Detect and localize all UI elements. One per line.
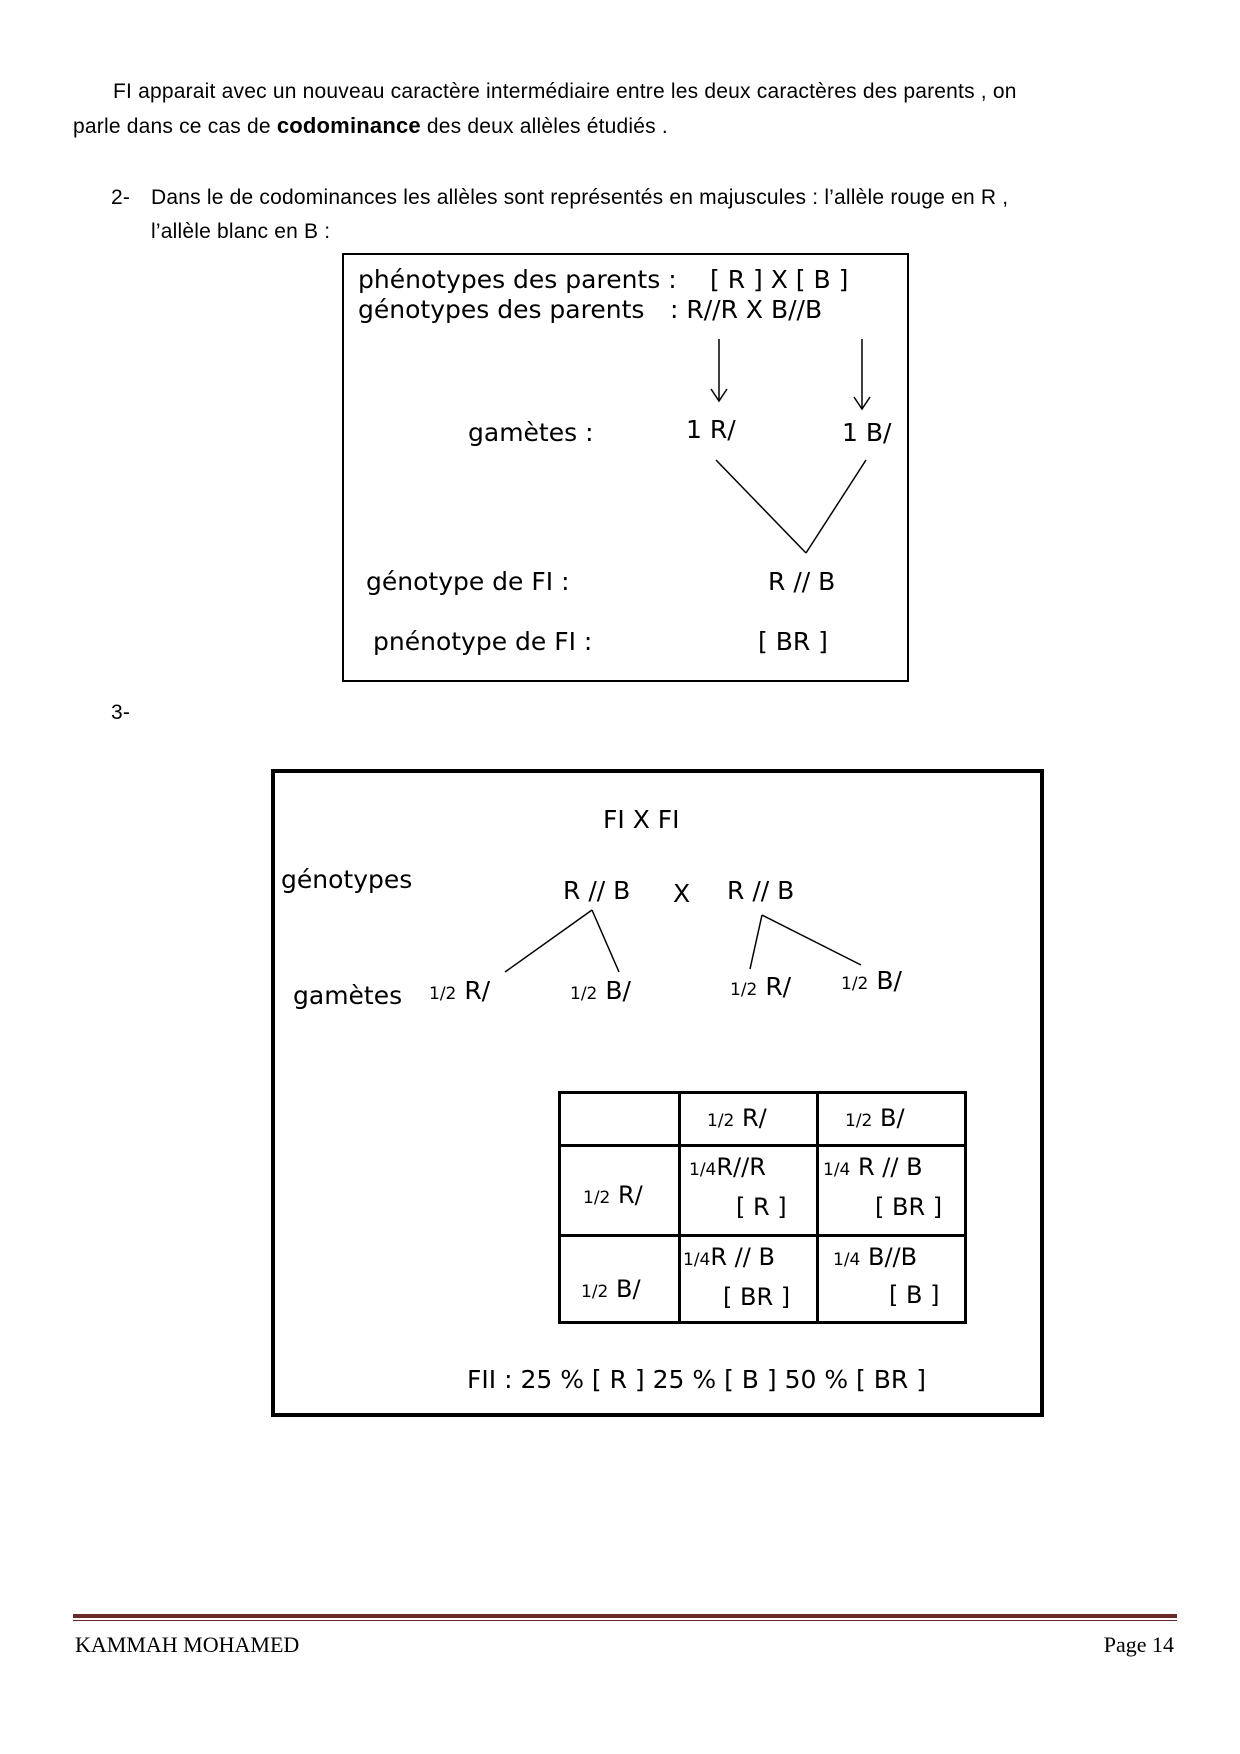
row-header-r-frac: 1/2 [583,1188,611,1208]
item-2-line-1: Dans le de codominances les allèles sont représentés en majuscules : l’allèle rouge en R , [151,186,1009,209]
gamete-3-allele: R/ [765,972,792,1001]
fusion-line-left [716,460,806,553]
genotype-cross-x: X [673,879,691,908]
cell-rb-1 [818,1146,966,1236]
row-header-r-allele: R/ [618,1181,643,1209]
figure-1-parent-cross [342,253,909,682]
cell-bb [818,1236,966,1323]
split-left-b [592,910,619,972]
gametes-label-2: gamètes [293,981,403,1010]
f1-genotype-value: R // B [768,567,836,596]
genotype-right: R // B [727,876,795,905]
cell-rb-2-frac: 1/4 [683,1250,711,1270]
cell-rb-1-frac: 1/4 [823,1160,851,1180]
f1-cross-title: FI X FI [603,805,680,834]
col-header-b-allele: B/ [880,1104,905,1132]
gamete-4-allele: B/ [876,966,902,995]
row-header-b-frac: 1/2 [581,1282,609,1302]
cell-rr-phenotype: [ R ] [736,1193,787,1221]
cell-rr-frac: 1/4 [689,1160,717,1180]
footer-rule-thick [73,1614,1177,1618]
cell-bb-frac: 1/4 [833,1250,861,1270]
col-header-r [680,1093,818,1146]
keyword-codominance: codominance [276,113,421,138]
item-2-text [151,181,1191,249]
f1-phenotype-value: [ BR ] [758,627,828,656]
row-header-b-allele: B/ [616,1275,641,1303]
cell-rb-1-genotype: R // B [858,1153,923,1181]
genotypes-label: génotypes [281,865,413,894]
fusion-line-right [806,460,866,553]
intro-line-2 [73,109,1183,144]
footer-rule-thin [73,1620,1177,1621]
f1-phenotype-label: pnénotype de FI : [373,627,593,656]
intro-line-2-end: des deux allèles étudiés . [420,115,668,138]
intro-paragraph [73,75,1183,144]
item-2-number: 2- [111,186,131,209]
cell-rb-2 [680,1236,818,1323]
split-right-a [750,915,762,969]
col-header-b [818,1093,966,1146]
intro-line-1: FI apparait avec un nouveau caractère intermédiaire entre les deux caractères des parents , on [113,80,1017,103]
figure-2-f1-cross [271,769,1044,1417]
split-left-a [505,910,592,972]
split-right-b [762,915,861,965]
item-2-line-2: l’allèle blanc en B : [151,220,331,243]
punnett-corner [560,1093,680,1146]
punnett-square [558,1091,967,1324]
intro-line-2-start: parle dans ce cas de [73,115,277,138]
gamete-3-frac: 1/2 [730,980,758,1000]
col-header-r-frac: 1/2 [707,1111,735,1131]
parent-genotypes-label: génotypes des parents [358,295,645,324]
gamete-1-allele: R/ [464,976,491,1005]
cell-bb-genotype: B//B [868,1243,918,1271]
cell-bb-phenotype: [ B ] [889,1281,940,1309]
row-header-r [560,1146,680,1236]
cell-rr [680,1146,818,1236]
gamete-r: 1 R/ [686,415,736,444]
fii-result: FII : 25 % [ R ] 25 % [ B ] 50 % [ BR ] [467,1365,926,1394]
footer-author: KAMMAH MOHAMED [75,1632,300,1657]
genotype-left: R // B [563,876,631,905]
col-header-r-allele: R/ [742,1104,767,1132]
parent-genotypes-value: : R//R X B//B [670,295,823,324]
gamete-4-frac: 1/2 [841,974,869,994]
gamete-2-allele: B/ [605,976,631,1005]
parent-phenotypes-value: [ R ] X [ B ] [710,265,849,294]
footer-page-number: Page 14 [1103,1632,1174,1657]
cell-rr-genotype: R//R [716,1153,766,1181]
row-header-b [560,1236,680,1323]
cell-rb-2-phenotype: [ BR ] [723,1283,791,1311]
gamete-2-frac: 1/2 [570,984,598,1004]
gametes-label: gamètes : [468,418,594,447]
cell-rb-2-genotype: R // B [710,1243,775,1271]
item-3-number: 3- [111,701,131,724]
col-header-b-frac: 1/2 [845,1111,873,1131]
gamete-b: 1 B/ [842,418,892,447]
parent-phenotypes-label: phénotypes des parents : [358,265,677,294]
figure-1-arrows [344,255,911,684]
gamete-1-frac: 1/2 [429,984,457,1004]
f1-genotype-label: génotype de FI : [366,567,570,596]
cell-rb-1-phenotype: [ BR ] [875,1193,943,1221]
